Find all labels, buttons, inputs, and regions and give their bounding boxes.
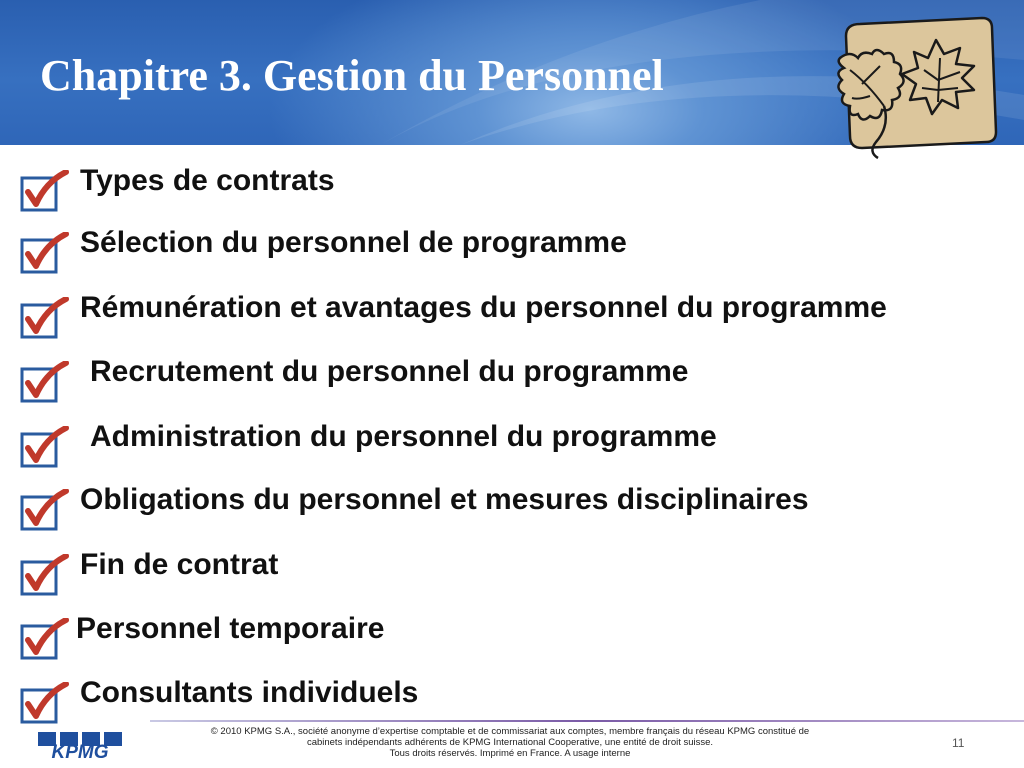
copyright-line-1: © 2010 KPMG S.A., société anonyme d’expertise comptable et de commissariat aux comptes, membre français du réseau KPMG constitué de	[210, 726, 810, 737]
list-item-label: Types de contrats	[80, 164, 335, 197]
list-item-label: Obligations du personnel et mesures disciplinaires	[80, 483, 809, 516]
list-item	[20, 279, 1020, 335]
list-item-label: Administration du personnel du programme	[90, 420, 717, 453]
checkbox-checked-icon	[20, 489, 70, 531]
page-number: 11	[952, 736, 965, 750]
checkbox-checked-icon	[20, 682, 70, 724]
checkbox-checked-icon	[20, 297, 70, 339]
checkbox-checked-icon	[20, 618, 70, 660]
list-item	[20, 664, 1020, 720]
list-item	[20, 343, 1020, 399]
list-item	[20, 152, 1020, 208]
list-item	[20, 536, 1020, 592]
checkbox-checked-icon	[20, 426, 70, 468]
checkbox-checked-icon	[20, 232, 70, 274]
checkbox-checked-icon	[20, 361, 70, 403]
copyright-line-3: Tous droits réservés. Imprimé en France. A usage interne	[389, 748, 631, 759]
copyright-line-2: cabinets indépendants adhérents de KPMG International Cooperative, une entité de droit suisse.	[306, 737, 714, 748]
list-item-label: Recrutement du personnel du programme	[90, 355, 689, 388]
list-item	[20, 600, 1020, 656]
list-item	[20, 214, 1020, 270]
kpmg-wordmark: KPMG	[51, 742, 109, 762]
list-item-label: Rémunération et avantages du personnel du programme	[80, 291, 887, 324]
checkbox-checked-icon	[20, 554, 70, 596]
footer-divider	[150, 720, 1024, 722]
kpmg-logo	[34, 730, 130, 762]
list-item	[20, 471, 1020, 527]
list-item	[20, 408, 1020, 464]
page-title: Chapitre 3. Gestion du Personnel	[40, 51, 664, 100]
list-item-label: Fin de contrat	[80, 548, 279, 581]
list-item-label: Personnel temporaire	[76, 612, 385, 645]
copyright-notice	[160, 726, 860, 759]
checkbox-checked-icon	[20, 170, 70, 212]
list-item-label: Sélection du personnel de programme	[80, 226, 627, 259]
list-item-label: Consultants individuels	[80, 676, 419, 709]
